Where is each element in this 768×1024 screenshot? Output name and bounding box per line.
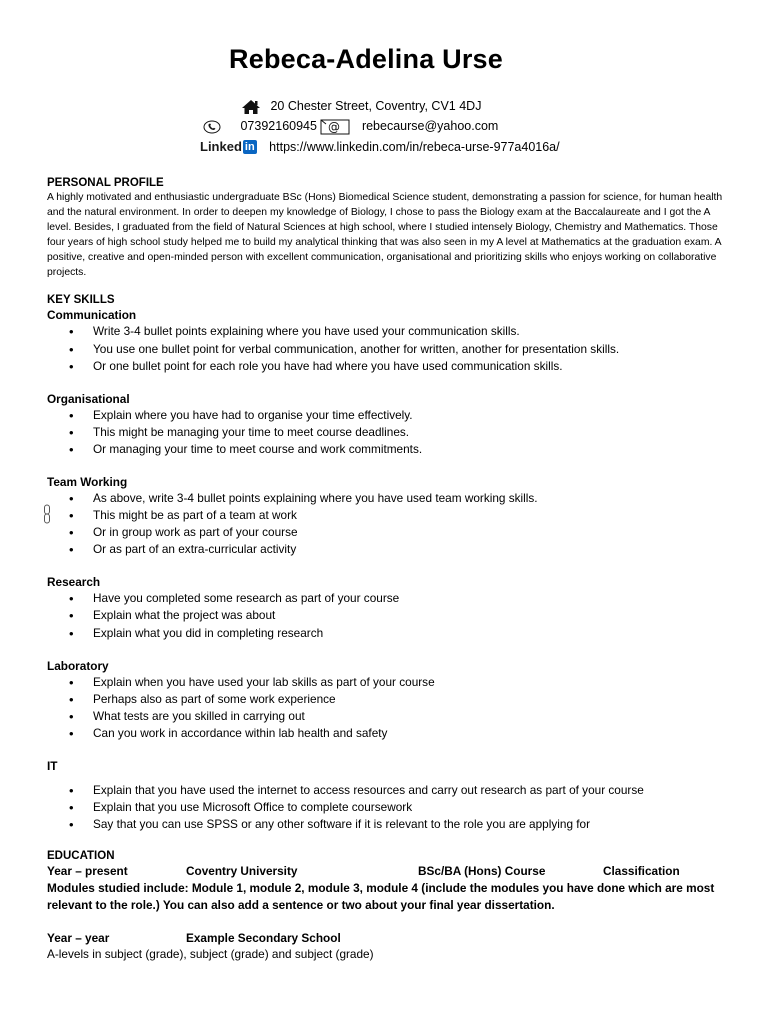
education-course: BSc/BA (Hons) Course — [418, 864, 546, 879]
list-item: • What tests are you skilled in carrying out — [47, 708, 727, 725]
education-row-school — [47, 930, 727, 947]
list-item: • Explain what you did in completing research — [47, 625, 727, 642]
skill-list-it — [47, 782, 727, 833]
list-item: • This might be managing your time to meet course deadlines. — [47, 424, 727, 441]
education-heading: EDUCATION — [47, 850, 115, 863]
list-item: • Explain where you have had to organise your time effectively. — [47, 407, 727, 424]
education-institution: Example Secondary School — [186, 930, 341, 945]
skill-group-title: Laboratory — [47, 658, 109, 673]
skill-list-organisational — [47, 407, 727, 458]
skill-group-title: Research — [47, 575, 101, 590]
education-row-university — [47, 863, 727, 880]
email-link[interactable]: rebecaurse@yahoo.com — [361, 119, 499, 133]
education-alevels: A-levels in subject (grade), subject (grade) and subject (grade) — [47, 947, 374, 962]
education-institution: Coventry University — [186, 864, 298, 879]
candidate-name: Rebeca-Adelina Urse — [229, 44, 503, 74]
list-item: • Or one bullet point for each role you have had where you have used communication skills. — [47, 358, 727, 375]
skill-list-team-working — [47, 490, 727, 558]
list-item: • Can you work in accordance within lab health and safety — [47, 725, 727, 742]
profile-heading: PERSONAL PROFILE — [47, 177, 164, 189]
list-item: • Explain what the project was about — [47, 607, 727, 624]
skill-list-laboratory — [47, 674, 727, 742]
skill-list-communication — [47, 323, 727, 374]
education-years: Year – year — [47, 930, 110, 945]
list-item: • Or as part of an extra-curricular activity — [47, 541, 727, 558]
linkedin-logo-text: Linked — [200, 139, 242, 154]
education-years: Year – present — [47, 864, 128, 879]
skill-group-title: IT — [47, 759, 58, 774]
list-item: • This might be as part of a team at work — [47, 507, 727, 524]
linkedin-logo-in: in — [244, 141, 255, 153]
list-item: • You use one bullet point for verbal communication, another for written, another for presentation skills. — [47, 341, 727, 358]
list-item: • Have you completed some research as part of your course — [47, 590, 727, 607]
list-item: • Or managing your time to meet course and work commitments. — [47, 441, 727, 458]
profile-text: A highly motivated and enthusiastic undergraduate BSc (Hons) Biomedical Science student, demonstrating a passion for science, for human health and the natural environment. In order to deepen my knowledge of Biology, I chose to pass the Biology exam at the Baccalaureate and I got the A level. Besides, I graduated from the field of Natural Sciences at high school, where I studied intensely Biology, Chemistry and Mathematics. Those four years of high school study helped me to build my analytical thinking that was also seen in my A level at Mathematics at the graduation exam. A positive, creative and open-minded person with excellent communication, organisational and prioritizing skills who enjoys working on collaborative projects. — [47, 192, 723, 278]
link-anchor-icon — [43, 504, 51, 524]
svg-text:@: @ — [328, 119, 341, 134]
linkedin-logo — [200, 139, 257, 155]
list-item: • Explain when you have used your lab skills as part of your course — [47, 674, 727, 691]
phone-email-line — [203, 118, 498, 135]
email-icon — [320, 119, 350, 135]
skill-group-title: Organisational — [47, 391, 130, 406]
list-item: • Say that you can use SPSS or any other software if it is relevant to the role you are applying for — [47, 816, 727, 833]
skill-list-research — [47, 590, 727, 641]
list-item: • Perhaps also as part of some work experience — [47, 691, 727, 708]
list-item: • As above, write 3-4 bullet points explaining where you have used team working skills. — [47, 490, 727, 507]
phone-icon — [203, 120, 221, 134]
list-item: • Write 3-4 bullet points explaining where you have used your communication skills. — [47, 323, 727, 340]
phone-number: 07392160945 — [240, 119, 317, 133]
skill-group-title: Communication — [47, 308, 137, 323]
address-text: 20 Chester Street, Coventry, CV1 4DJ — [270, 99, 482, 113]
education-modules: Modules studied include: Module 1, module 2, module 3, module 4 (include the modules you have done which are most relevant to the role.) You can also add a sentence or two about your final year dissertation. — [47, 880, 715, 912]
skill-group-title: Team Working — [47, 475, 128, 489]
home-icon — [241, 99, 261, 115]
linkedin-url[interactable]: https://www.linkedin.com/in/rebeca-urse-977a4016a/ — [269, 140, 560, 154]
key-skills-heading: KEY SKILLS — [47, 294, 115, 307]
list-item: • Explain that you have used the internet to access resources and carry out research as part of your course — [47, 782, 727, 799]
list-item: • Or in group work as part of your course — [47, 524, 727, 541]
address-line — [241, 98, 481, 115]
education-classification: Classification — [603, 864, 680, 879]
list-item: • Explain that you use Microsoft Office to complete coursework — [47, 799, 727, 816]
cv-body — [47, 176, 727, 963]
linkedin-line — [200, 139, 560, 155]
